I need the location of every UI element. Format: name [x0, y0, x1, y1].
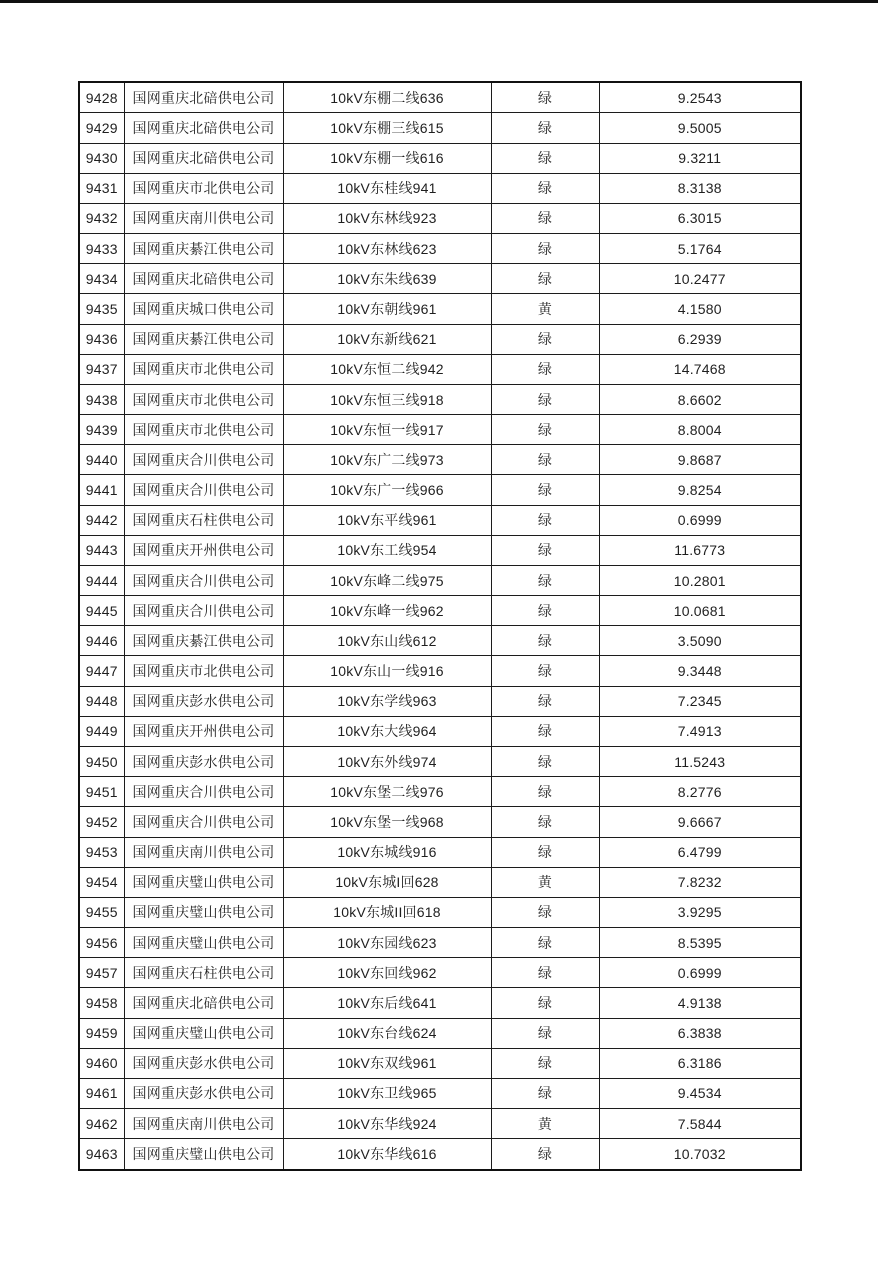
cell-value: 10.7032	[599, 1139, 801, 1170]
cell-value: 4.9138	[599, 988, 801, 1018]
cell-status: 绿	[491, 1048, 599, 1078]
table-row	[79, 445, 801, 475]
cell-value: 6.2939	[599, 324, 801, 354]
table-row	[79, 173, 801, 203]
report-table	[78, 81, 802, 1171]
cell-row-id: 9448	[79, 686, 124, 716]
cell-value: 7.8232	[599, 867, 801, 897]
cell-company-name: 国网重庆合川供电公司	[124, 565, 283, 595]
table-row	[79, 234, 801, 264]
cell-row-id: 9451	[79, 777, 124, 807]
table-row	[79, 475, 801, 505]
cell-status: 绿	[491, 686, 599, 716]
cell-row-id: 9445	[79, 596, 124, 626]
cell-row-id: 9458	[79, 988, 124, 1018]
table-row	[79, 716, 801, 746]
cell-status: 绿	[491, 656, 599, 686]
cell-value: 9.6667	[599, 807, 801, 837]
cell-line-name: 10kV东朝线961	[283, 294, 491, 324]
cell-company-name: 国网重庆璧山供电公司	[124, 867, 283, 897]
cell-value: 6.3015	[599, 203, 801, 233]
cell-status: 绿	[491, 234, 599, 264]
table-row	[79, 656, 801, 686]
cell-row-id: 9449	[79, 716, 124, 746]
cell-line-name: 10kV东华线616	[283, 1139, 491, 1170]
cell-line-name: 10kV东山一线916	[283, 656, 491, 686]
cell-row-id: 9436	[79, 324, 124, 354]
cell-value: 5.1764	[599, 234, 801, 264]
cell-company-name: 国网重庆綦江供电公司	[124, 324, 283, 354]
cell-line-name: 10kV东峰一线962	[283, 596, 491, 626]
cell-company-name: 国网重庆彭水供电公司	[124, 747, 283, 777]
cell-value: 7.2345	[599, 686, 801, 716]
cell-status: 绿	[491, 445, 599, 475]
cell-value: 9.2543	[599, 82, 801, 113]
cell-row-id: 9431	[79, 173, 124, 203]
table-row	[79, 1139, 801, 1170]
cell-row-id: 9440	[79, 445, 124, 475]
cell-value: 4.1580	[599, 294, 801, 324]
cell-row-id: 9435	[79, 294, 124, 324]
cell-line-name: 10kV东大线964	[283, 716, 491, 746]
cell-value: 3.9295	[599, 897, 801, 927]
cell-row-id: 9437	[79, 354, 124, 384]
cell-company-name: 国网重庆璧山供电公司	[124, 1018, 283, 1048]
cell-line-name: 10kV东台线624	[283, 1018, 491, 1048]
cell-company-name: 国网重庆市北供电公司	[124, 415, 283, 445]
table-row	[79, 837, 801, 867]
cell-status: 绿	[491, 1139, 599, 1170]
table-row	[79, 867, 801, 897]
cell-value: 0.6999	[599, 505, 801, 535]
cell-status: 绿	[491, 535, 599, 565]
cell-company-name: 国网重庆璧山供电公司	[124, 1139, 283, 1170]
cell-company-name: 国网重庆彭水供电公司	[124, 686, 283, 716]
table-row	[79, 747, 801, 777]
table-row	[79, 1048, 801, 1078]
cell-status: 绿	[491, 143, 599, 173]
table-row	[79, 1109, 801, 1139]
cell-company-name: 国网重庆北碚供电公司	[124, 264, 283, 294]
cell-status: 绿	[491, 716, 599, 746]
cell-status: 绿	[491, 475, 599, 505]
table-row	[79, 505, 801, 535]
cell-row-id: 9442	[79, 505, 124, 535]
cell-value: 10.0681	[599, 596, 801, 626]
cell-row-id: 9447	[79, 656, 124, 686]
cell-row-id: 9432	[79, 203, 124, 233]
cell-status: 绿	[491, 626, 599, 656]
table-row	[79, 354, 801, 384]
cell-status: 黄	[491, 294, 599, 324]
table-row	[79, 686, 801, 716]
table-row	[79, 988, 801, 1018]
cell-status: 绿	[491, 1078, 599, 1108]
cell-status: 绿	[491, 264, 599, 294]
cell-line-name: 10kV东桂线941	[283, 173, 491, 203]
table-row	[79, 143, 801, 173]
cell-value: 9.3448	[599, 656, 801, 686]
table-row	[79, 415, 801, 445]
cell-status: 绿	[491, 505, 599, 535]
cell-status: 绿	[491, 415, 599, 445]
cell-line-name: 10kV东堡二线976	[283, 777, 491, 807]
cell-status: 绿	[491, 324, 599, 354]
cell-value: 11.6773	[599, 535, 801, 565]
cell-row-id: 9444	[79, 565, 124, 595]
report-table-body	[79, 82, 801, 1170]
table-row	[79, 897, 801, 927]
cell-row-id: 9460	[79, 1048, 124, 1078]
cell-company-name: 国网重庆綦江供电公司	[124, 234, 283, 264]
cell-line-name: 10kV东工线954	[283, 535, 491, 565]
table-row	[79, 113, 801, 143]
cell-row-id: 9441	[79, 475, 124, 505]
cell-status: 绿	[491, 113, 599, 143]
cell-status: 绿	[491, 988, 599, 1018]
table-row	[79, 958, 801, 988]
cell-status: 绿	[491, 807, 599, 837]
cell-status: 绿	[491, 384, 599, 414]
scan-artifact-line	[0, 0, 878, 3]
cell-line-name: 10kV东双线961	[283, 1048, 491, 1078]
cell-status: 绿	[491, 747, 599, 777]
cell-line-name: 10kV东华线924	[283, 1109, 491, 1139]
cell-company-name: 国网重庆开州供电公司	[124, 535, 283, 565]
cell-line-name: 10kV东堡一线968	[283, 807, 491, 837]
cell-company-name: 国网重庆市北供电公司	[124, 384, 283, 414]
cell-line-name: 10kV东平线961	[283, 505, 491, 535]
cell-status: 绿	[491, 173, 599, 203]
cell-row-id: 9450	[79, 747, 124, 777]
cell-line-name: 10kV东林线923	[283, 203, 491, 233]
cell-row-id: 9429	[79, 113, 124, 143]
cell-row-id: 9454	[79, 867, 124, 897]
cell-row-id: 9446	[79, 626, 124, 656]
cell-value: 9.5005	[599, 113, 801, 143]
table-row	[79, 294, 801, 324]
cell-status: 绿	[491, 565, 599, 595]
cell-row-id: 9443	[79, 535, 124, 565]
cell-row-id: 9456	[79, 928, 124, 958]
cell-line-name: 10kV东棚二线636	[283, 82, 491, 113]
table-row	[79, 535, 801, 565]
cell-row-id: 9462	[79, 1109, 124, 1139]
cell-line-name: 10kV东恒三线918	[283, 384, 491, 414]
cell-line-name: 10kV东棚三线615	[283, 113, 491, 143]
cell-company-name: 国网重庆南川供电公司	[124, 837, 283, 867]
cell-row-id: 9428	[79, 82, 124, 113]
cell-line-name: 10kV东外线974	[283, 747, 491, 777]
cell-value: 9.4534	[599, 1078, 801, 1108]
cell-status: 绿	[491, 958, 599, 988]
cell-company-name: 国网重庆石柱供电公司	[124, 958, 283, 988]
cell-company-name: 国网重庆南川供电公司	[124, 203, 283, 233]
table-row	[79, 82, 801, 113]
cell-value: 7.5844	[599, 1109, 801, 1139]
cell-company-name: 国网重庆合川供电公司	[124, 777, 283, 807]
cell-company-name: 国网重庆北碚供电公司	[124, 113, 283, 143]
cell-row-id: 9459	[79, 1018, 124, 1048]
cell-company-name: 国网重庆北碚供电公司	[124, 143, 283, 173]
cell-row-id: 9453	[79, 837, 124, 867]
cell-company-name: 国网重庆合川供电公司	[124, 596, 283, 626]
table-row	[79, 596, 801, 626]
cell-status: 黄	[491, 867, 599, 897]
cell-line-name: 10kV东城线916	[283, 837, 491, 867]
cell-row-id: 9433	[79, 234, 124, 264]
cell-value: 8.5395	[599, 928, 801, 958]
cell-value: 14.7468	[599, 354, 801, 384]
cell-company-name: 国网重庆北碚供电公司	[124, 988, 283, 1018]
cell-line-name: 10kV东学线963	[283, 686, 491, 716]
cell-line-name: 10kV东广一线966	[283, 475, 491, 505]
cell-row-id: 9439	[79, 415, 124, 445]
cell-value: 9.8254	[599, 475, 801, 505]
cell-line-name: 10kV东恒二线942	[283, 354, 491, 384]
cell-line-name: 10kV东园线623	[283, 928, 491, 958]
cell-row-id: 9434	[79, 264, 124, 294]
cell-company-name: 国网重庆市北供电公司	[124, 173, 283, 203]
cell-value: 8.6602	[599, 384, 801, 414]
cell-value: 3.5090	[599, 626, 801, 656]
table-row	[79, 264, 801, 294]
cell-status: 绿	[491, 596, 599, 626]
cell-row-id: 9461	[79, 1078, 124, 1108]
table-row	[79, 324, 801, 354]
cell-row-id: 9452	[79, 807, 124, 837]
cell-line-name: 10kV东城I回628	[283, 867, 491, 897]
cell-status: 绿	[491, 837, 599, 867]
cell-status: 绿	[491, 203, 599, 233]
cell-company-name: 国网重庆璧山供电公司	[124, 928, 283, 958]
cell-value: 8.3138	[599, 173, 801, 203]
cell-line-name: 10kV东朱线639	[283, 264, 491, 294]
cell-company-name: 国网重庆城口供电公司	[124, 294, 283, 324]
table-row	[79, 928, 801, 958]
cell-row-id: 9438	[79, 384, 124, 414]
cell-status: 绿	[491, 777, 599, 807]
cell-value: 9.8687	[599, 445, 801, 475]
cell-status: 绿	[491, 1018, 599, 1048]
cell-value: 7.4913	[599, 716, 801, 746]
cell-row-id: 9457	[79, 958, 124, 988]
cell-line-name: 10kV东后线641	[283, 988, 491, 1018]
table-row	[79, 626, 801, 656]
cell-line-name: 10kV东回线962	[283, 958, 491, 988]
table-row	[79, 203, 801, 233]
cell-value: 10.2477	[599, 264, 801, 294]
cell-company-name: 国网重庆开州供电公司	[124, 716, 283, 746]
cell-company-name: 国网重庆合川供电公司	[124, 445, 283, 475]
cell-value: 6.3186	[599, 1048, 801, 1078]
cell-company-name: 国网重庆合川供电公司	[124, 475, 283, 505]
cell-company-name: 国网重庆市北供电公司	[124, 656, 283, 686]
table-row	[79, 1018, 801, 1048]
cell-status: 绿	[491, 82, 599, 113]
cell-value: 8.8004	[599, 415, 801, 445]
cell-company-name: 国网重庆南川供电公司	[124, 1109, 283, 1139]
cell-company-name: 国网重庆綦江供电公司	[124, 626, 283, 656]
cell-line-name: 10kV东卫线965	[283, 1078, 491, 1108]
cell-company-name: 国网重庆市北供电公司	[124, 354, 283, 384]
cell-company-name: 国网重庆璧山供电公司	[124, 897, 283, 927]
cell-status: 绿	[491, 354, 599, 384]
cell-row-id: 9455	[79, 897, 124, 927]
cell-company-name: 国网重庆彭水供电公司	[124, 1078, 283, 1108]
cell-value: 6.4799	[599, 837, 801, 867]
cell-row-id: 9463	[79, 1139, 124, 1170]
cell-value: 10.2801	[599, 565, 801, 595]
cell-status: 绿	[491, 897, 599, 927]
cell-value: 9.3211	[599, 143, 801, 173]
cell-status: 黄	[491, 1109, 599, 1139]
cell-company-name: 国网重庆合川供电公司	[124, 807, 283, 837]
cell-line-name: 10kV东林线623	[283, 234, 491, 264]
cell-value: 6.3838	[599, 1018, 801, 1048]
cell-line-name: 10kV东棚一线616	[283, 143, 491, 173]
cell-company-name: 国网重庆北碚供电公司	[124, 82, 283, 113]
table-row	[79, 807, 801, 837]
cell-line-name: 10kV东山线612	[283, 626, 491, 656]
cell-row-id: 9430	[79, 143, 124, 173]
cell-value: 8.2776	[599, 777, 801, 807]
cell-status: 绿	[491, 928, 599, 958]
cell-line-name: 10kV东峰二线975	[283, 565, 491, 595]
cell-value: 11.5243	[599, 747, 801, 777]
cell-line-name: 10kV东城II回618	[283, 897, 491, 927]
cell-company-name: 国网重庆石柱供电公司	[124, 505, 283, 535]
table-row	[79, 777, 801, 807]
cell-line-name: 10kV东新线621	[283, 324, 491, 354]
table-row	[79, 1078, 801, 1108]
cell-line-name: 10kV东恒一线917	[283, 415, 491, 445]
table-row	[79, 384, 801, 414]
cell-value: 0.6999	[599, 958, 801, 988]
cell-company-name: 国网重庆彭水供电公司	[124, 1048, 283, 1078]
table-row	[79, 565, 801, 595]
cell-line-name: 10kV东广二线973	[283, 445, 491, 475]
